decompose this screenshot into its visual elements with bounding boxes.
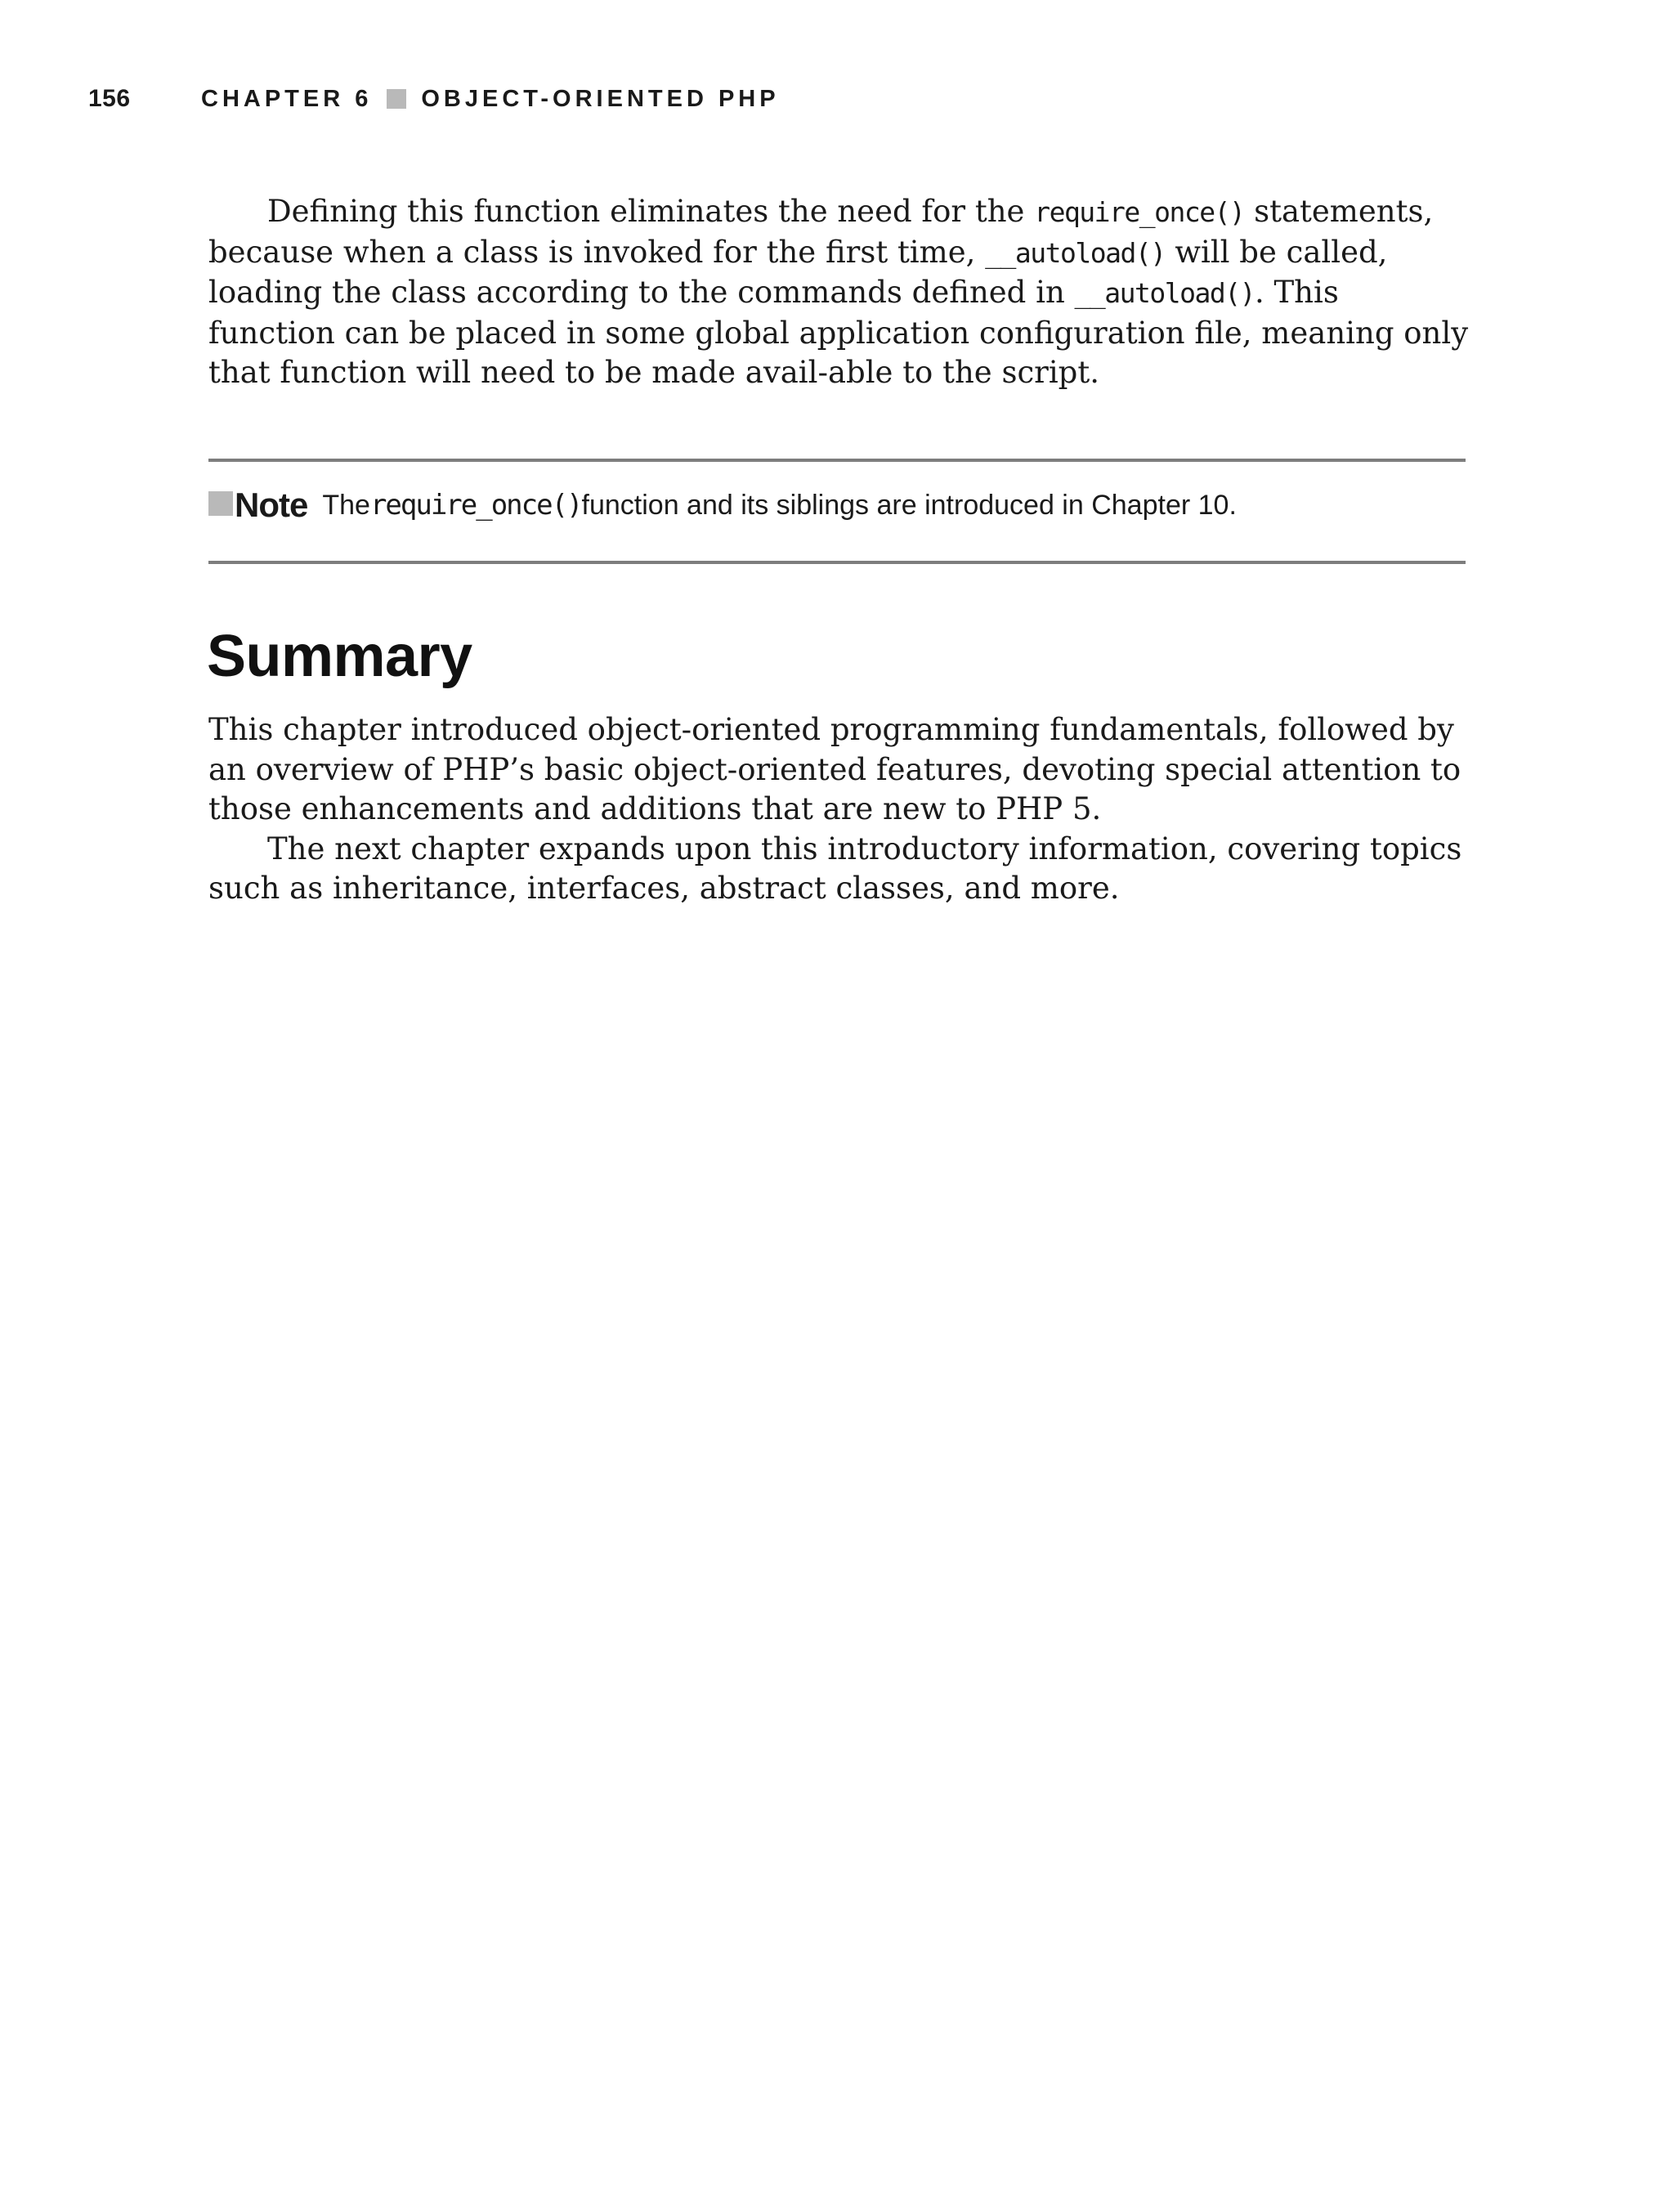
note-top-rule	[208, 459, 1466, 462]
inline-code: require_once()	[369, 489, 582, 522]
square-bullet-icon	[208, 491, 233, 516]
intro-section	[208, 192, 1471, 393]
section-heading: Summary	[207, 624, 472, 689]
text-run: Defining this function eliminates the need for the	[267, 194, 1035, 229]
note-box	[208, 481, 1237, 530]
text-run: . This function can be placed in some global application configuration file, meaning only that function will need to be made avail-able to the script.	[208, 275, 1469, 390]
summary-section	[208, 710, 1471, 909]
inline-code: require_once()	[1034, 196, 1245, 228]
square-bullet-icon	[387, 89, 406, 109]
page-number: 156	[88, 85, 131, 112]
running-header	[88, 80, 780, 118]
inline-code: __autoload()	[1074, 277, 1255, 309]
note-text: The	[322, 489, 370, 521]
chapter-title: OBJECT-ORIENTED PHP	[421, 85, 780, 112]
chapter-label: CHAPTER 6	[201, 85, 373, 112]
note-text: function and its siblings are introduced in Chapter 10.	[581, 489, 1237, 521]
note-label: Note	[235, 486, 308, 524]
summary-paragraph: This chapter introduced object-oriented programming fundamentals, followed by an overview of PHP’s basic object-oriented features, devoting special attention to those enhancements and additions that are new to PHP 5.	[208, 712, 1461, 826]
summary-paragraph: The next chapter expands upon this introductory information, covering topics such as inheritance, interfaces, abstract classes, and more.	[208, 831, 1462, 906]
note-bottom-rule	[208, 561, 1466, 564]
text-run: statements, because when a class is invoked for the first time,	[208, 194, 1434, 270]
text-run: will be called, loading the class according to the commands defined in	[208, 234, 1388, 310]
inline-code: __autoload()	[985, 236, 1166, 269]
intro-paragraph	[208, 192, 1471, 393]
